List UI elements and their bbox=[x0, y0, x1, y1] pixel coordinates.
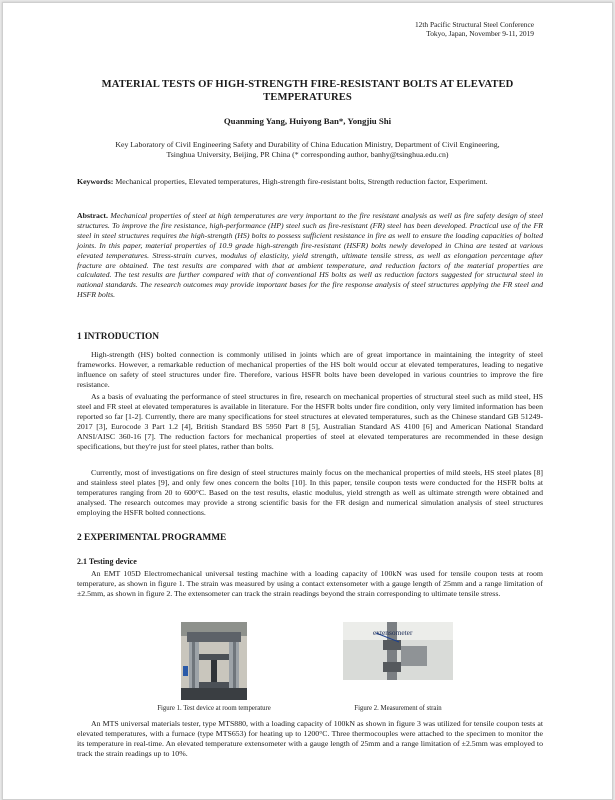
intro-paragraph-3: Currently, most of investigations on fire design of steel structures mainly focus on the mechanical properties of mild steels, HS steel plates [8] and stainless steel plates [9], and only few ones concern the bolts [10]. In this paper, tensile coupon tests were conducted for the HSFR bolts at temperatures ranging from 20 to 600°C. Based on the test results, elastic modulus, yield strength as well as ultimate strength were obtained and analysed. The research outcomes may provide a strong scientific basis for the FR design and numerical simulation analysis of steel structures employing the HSFR bolted connections. bbox=[77, 468, 543, 517]
keywords-label: Keywords: bbox=[77, 177, 114, 186]
figure-2-caption: Figure 2. Measurement of strain bbox=[354, 705, 442, 712]
abstract-text: Mechanical properties of steel at high temperatures are very important to the fire resistant analysis as well as fire safety design of steel structures. To improve the fire resistance, high-performance (HP) steel such as fire-resistant (FR) steel has been developed. Practical use of the FR steel in steel structures requires the high-strength (HS) bolts to possess sufficient resistance in fire as well to ensure the loading capacities of bolted joints. In this paper, material properties of 10.9 grade high-strength fire-resistant (HSFR) bolts newly developed in China are tested at various elevated temperatures. Stress-strain curves, modulus of elasticity, yield strength, ultimate tensile stress, as well as elongation percentage after fracture are obtained. The test results are compared with that at ambient temperature, and reduction factors of the material properties are calculated. The test results are further compared with that of conventional HS bolts as well as reduction factors suggested for structural steel in national standards. The research outcomes may provide important bases for the fire response analysis of steel structures applying the FR steel and HSFR bolts. bbox=[77, 211, 543, 300]
conference-header bbox=[415, 20, 534, 39]
subsection-2-1-heading: 2.1 Testing device bbox=[77, 557, 137, 566]
testing-paragraph-1: An EMT 105D Electromechanical universal testing machine with a loading capacity of 100kN was used for tensile coupon tests at room temperature, as shown in figure 1. The strain was measured by using a contact extensometer with a gauge length of 25mm and a range limitation of ±2.5mm, as shown in figure 2. The extensometer can track the strain readings beyond the strain corresponding to ultimate tensile stress. bbox=[77, 569, 543, 598]
figure-1-caption: Figure 1. Test device at room temperature bbox=[157, 705, 271, 712]
figure-1-test-device-photo bbox=[181, 622, 247, 700]
paper-page bbox=[2, 2, 613, 800]
intro-paragraph-1: High-strength (HS) bolted connection is commonly utilised in joints which are of great importance in maintaining the integrity of steel frameworks. However, a remarkable reduction of mechanical properties of the HS bolt would occur at elevated temperatures, leading to negative influence on safety of steel structures under fire. Therefore, various HSFR bolts have been developed in various countries to improve the fire resistance. bbox=[77, 350, 543, 389]
intro-paragraph-2: As a basis of evaluating the performance of steel structures in fire, research on mechanical properties of structural steel such as mild steel, HS steel and FR steel at elevated temperatures is available in literature. For the HSFR bolts under fire condition, only very limited information has been reported so far [1-2]. Currently, there are many specifications for steel structures at elevated temperatures, such as the Chinese standard GB 51249-2017 [3], Eurocode 3 Part 1.2 [4], British Standard BS 5950 Part 8 [5], Australian Standard AS 4100 [6] and American National Standard ANSI/AISC 360-16 [7]. The reduction factors for mechanical properties of steel at elevated temperatures are recommended in these design specifications, but they're just for steel plates, rather than bolts. bbox=[77, 392, 543, 451]
title-line-2: TEMPERATURES bbox=[263, 92, 352, 103]
authors: Quanming Yang, Huiyong Ban*, Yongjiu Shi bbox=[223, 116, 392, 126]
abstract bbox=[77, 211, 543, 300]
keywords bbox=[77, 177, 543, 187]
abstract-label: Abstract. bbox=[77, 211, 108, 220]
figure-2-strain-measurement-photo bbox=[343, 622, 453, 680]
testing-machine-image bbox=[181, 622, 247, 700]
affiliation-line-2: Tsinghua University, Beijing, PR China (* corresponding author, banhy@tsinghua.edu.cn) bbox=[166, 150, 449, 159]
section-1-heading: 1 INTRODUCTION bbox=[77, 332, 160, 342]
keywords-text: Mechanical properties, Elevated temperatures, High-strength fire-resistant bolts, Strength reduction factor, Experiment. bbox=[113, 177, 488, 186]
conference-name: 12th Pacific Structural Steel Conference bbox=[414, 20, 534, 29]
title-line-1: MATERIAL TESTS OF HIGH-STRENGTH FIRE-RESISTANT BOLTS AT ELEVATED bbox=[101, 79, 514, 90]
extensometer-label: extensometer bbox=[373, 628, 413, 637]
affiliation-line-1: Key Laboratory of Civil Engineering Safety and Durability of China Education Ministry, Department of Civil Engineering, bbox=[115, 140, 500, 149]
testing-paragraph-2: An MTS universal materials tester, type MTS880, with a loading capacity of 100kN as shown in figure 3 was utilized for tensile coupon tests at elevated temperatures, with a furnace (type MTS653) for heating up to 1200°C. Three thermocouples were attached to the specimen to monitor the its temperature in real-time. An elevated temperature extensometer with a gauge length of 25mm and a range limitation of ±2.5mm was employed to track the strain readings up to 10%. bbox=[77, 719, 543, 758]
paper-title bbox=[63, 78, 552, 104]
conference-location-date: Tokyo, Japan, November 9-11, 2019 bbox=[426, 29, 534, 39]
affiliation bbox=[63, 140, 552, 160]
section-2-heading: 2 EXPERIMENTAL PROGRAMME bbox=[77, 533, 227, 543]
